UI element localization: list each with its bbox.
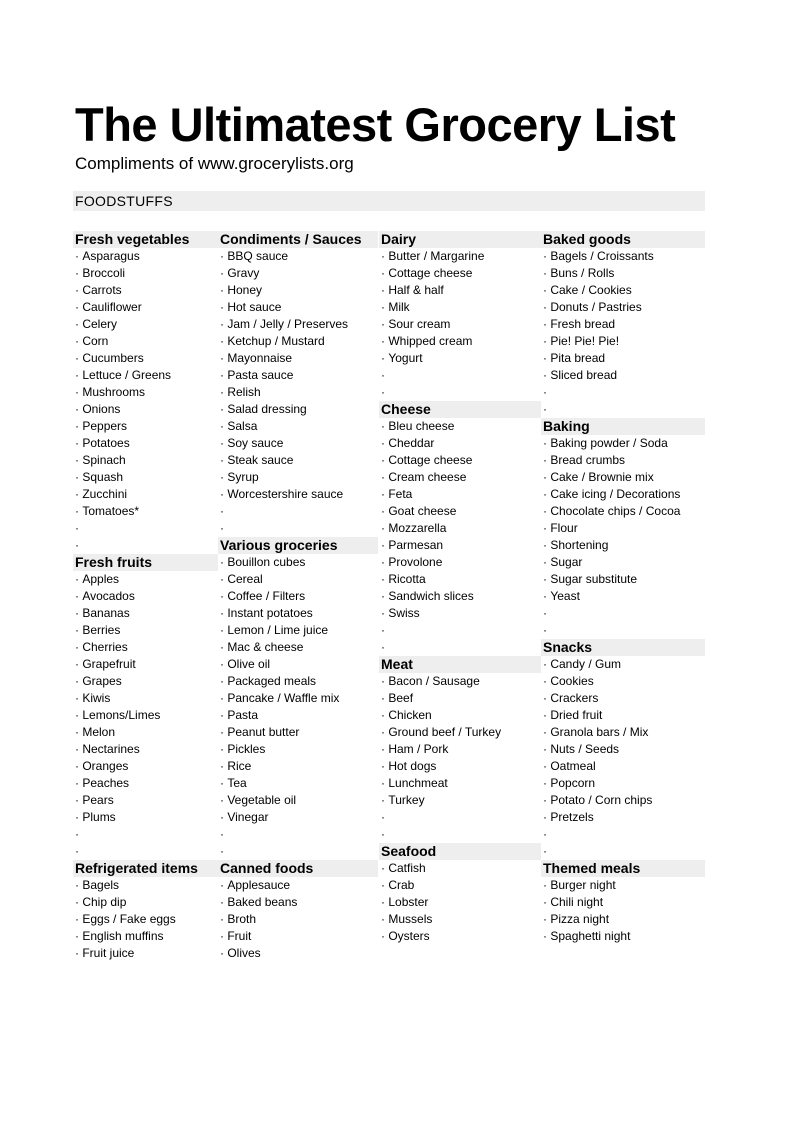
group-meat	[379, 656, 541, 843]
column-1	[73, 231, 218, 962]
list-item: · Goat cheese	[379, 503, 541, 520]
list-item: · English muffins	[73, 928, 218, 945]
list-item: · Bacon / Sausage	[379, 673, 541, 690]
list-item: · Melon	[73, 724, 218, 741]
list-item: · Crab	[379, 877, 541, 894]
group-title: Refrigerated items	[73, 860, 218, 877]
list-item	[379, 384, 541, 401]
list-item: · Ketchup / Mustard	[218, 333, 378, 350]
column-2	[218, 231, 378, 962]
list-item: · Vinegar	[218, 809, 378, 826]
list-item: · Chip dip	[73, 894, 218, 911]
list-item: · Whipped cream	[379, 333, 541, 350]
list-item: · Olive oil	[218, 656, 378, 673]
list-item: · Lemons/Limes	[73, 707, 218, 724]
list-item: · Pizza night	[541, 911, 705, 928]
group-title: Cheese	[379, 401, 541, 418]
list-item	[379, 622, 541, 639]
group-title: Meat	[379, 656, 541, 673]
list-item: · Jam / Jelly / Preserves	[218, 316, 378, 333]
list-item: · BBQ sauce	[218, 248, 378, 265]
list-item: · Grapes	[73, 673, 218, 690]
list-item: · Candy / Gum	[541, 656, 705, 673]
list-item: · Chili night	[541, 894, 705, 911]
list-item: · Pancake / Waffle mix	[218, 690, 378, 707]
list-item	[379, 826, 541, 843]
group-title: Condiments / Sauces	[218, 231, 378, 248]
section-header	[73, 191, 705, 211]
list-item: · Popcorn	[541, 775, 705, 792]
list-item: · Baking powder / Soda	[541, 435, 705, 452]
list-item: · Corn	[73, 333, 218, 350]
group-title: Canned foods	[218, 860, 378, 877]
list-item: · Vegetable oil	[218, 792, 378, 809]
list-item: · Relish	[218, 384, 378, 401]
group-title: Themed meals	[541, 860, 705, 877]
list-item: · Nuts / Seeds	[541, 741, 705, 758]
item-list	[218, 554, 378, 860]
group-fresh-vegetables	[73, 231, 218, 554]
list-item	[73, 520, 218, 537]
list-item: · Cucumbers	[73, 350, 218, 367]
item-list	[218, 877, 378, 962]
item-list	[379, 673, 541, 843]
list-item: · Apples	[73, 571, 218, 588]
list-item: · Broth	[218, 911, 378, 928]
list-item: · Worcestershire sauce	[218, 486, 378, 503]
item-list	[73, 877, 218, 962]
group-seafood	[379, 843, 541, 945]
list-item: · Mozzarella	[379, 520, 541, 537]
list-item: · Lettuce / Greens	[73, 367, 218, 384]
list-item: · Dried fruit	[541, 707, 705, 724]
list-item: · Pretzels	[541, 809, 705, 826]
list-item: · Mac & cheese	[218, 639, 378, 656]
list-item: · Mayonnaise	[218, 350, 378, 367]
list-item: · Milk	[379, 299, 541, 316]
list-item: · Donuts / Pastries	[541, 299, 705, 316]
item-list	[541, 435, 705, 639]
list-item: · Honey	[218, 282, 378, 299]
list-item: · Rice	[218, 758, 378, 775]
page-title: The Ultimatest Grocery List	[75, 98, 676, 151]
list-item: · Zucchini	[73, 486, 218, 503]
group-dairy	[379, 231, 541, 401]
list-item: · Mussels	[379, 911, 541, 928]
list-item: · Celery	[73, 316, 218, 333]
list-item: · Buns / Rolls	[541, 265, 705, 282]
list-item: · Tea	[218, 775, 378, 792]
list-item: · Avocados	[73, 588, 218, 605]
list-item: · Pears	[73, 792, 218, 809]
list-item: · Bleu cheese	[379, 418, 541, 435]
item-list	[541, 248, 705, 418]
group-baking	[541, 418, 705, 639]
list-item: · Granola bars / Mix	[541, 724, 705, 741]
list-item: · Cheddar	[379, 435, 541, 452]
list-item: · Yogurt	[379, 350, 541, 367]
list-item: · Fruit	[218, 928, 378, 945]
list-item: · Cottage cheese	[379, 265, 541, 282]
list-item: · Olives	[218, 945, 378, 962]
list-item	[541, 826, 705, 843]
group-snacks	[541, 639, 705, 860]
list-item: · Butter / Margarine	[379, 248, 541, 265]
list-item: · Bouillon cubes	[218, 554, 378, 571]
group-various-groceries	[218, 537, 378, 860]
list-item: · Shortening	[541, 537, 705, 554]
column-4	[541, 231, 705, 945]
list-item: · Cake / Brownie mix	[541, 469, 705, 486]
list-item: · Spinach	[73, 452, 218, 469]
list-item: · Chicken	[379, 707, 541, 724]
list-item: · Mushrooms	[73, 384, 218, 401]
list-item: · Grapefruit	[73, 656, 218, 673]
list-item: · Syrup	[218, 469, 378, 486]
list-item: · Plums	[73, 809, 218, 826]
list-item	[541, 843, 705, 860]
list-item: · Kiwis	[73, 690, 218, 707]
list-item: · Yeast	[541, 588, 705, 605]
group-title: Dairy	[379, 231, 541, 248]
list-item: · Pasta	[218, 707, 378, 724]
item-list	[541, 877, 705, 945]
list-item: · Turkey	[379, 792, 541, 809]
list-item: · Bananas	[73, 605, 218, 622]
list-item	[379, 639, 541, 656]
list-item: · Potatoes	[73, 435, 218, 452]
list-item: · Crackers	[541, 690, 705, 707]
list-item	[541, 384, 705, 401]
list-item: · Nectarines	[73, 741, 218, 758]
list-item: · Coffee / Filters	[218, 588, 378, 605]
item-list	[73, 248, 218, 554]
list-item: · Peanut butter	[218, 724, 378, 741]
list-item: · Sugar	[541, 554, 705, 571]
list-item: · Cookies	[541, 673, 705, 690]
list-item: · Peaches	[73, 775, 218, 792]
list-item: · Squash	[73, 469, 218, 486]
list-item: · Baked beans	[218, 894, 378, 911]
list-item: · Steak sauce	[218, 452, 378, 469]
group-baked-goods	[541, 231, 705, 418]
list-item: · Salad dressing	[218, 401, 378, 418]
list-item	[73, 843, 218, 860]
group-title: Baked goods	[541, 231, 705, 248]
list-item: · Carrots	[73, 282, 218, 299]
list-item: · Asparagus	[73, 248, 218, 265]
list-item: · Provolone	[379, 554, 541, 571]
list-item	[218, 503, 378, 520]
page-subtitle: Compliments of www.grocerylists.org	[75, 154, 354, 173]
list-item: · Oysters	[379, 928, 541, 945]
list-item: · Sliced bread	[541, 367, 705, 384]
list-item: · Ground beef / Turkey	[379, 724, 541, 741]
list-item	[73, 537, 218, 554]
list-item	[218, 843, 378, 860]
list-item: · Oatmeal	[541, 758, 705, 775]
list-item: · Pie! Pie! Pie!	[541, 333, 705, 350]
group-canned-foods	[218, 860, 378, 962]
item-list	[379, 248, 541, 401]
list-item: · Ham / Pork	[379, 741, 541, 758]
list-item: · Beef	[379, 690, 541, 707]
list-item: · Cherries	[73, 639, 218, 656]
list-item: · Pasta sauce	[218, 367, 378, 384]
list-item: · Cereal	[218, 571, 378, 588]
item-list	[541, 656, 705, 860]
group-condiments-sauces	[218, 231, 378, 537]
list-item	[541, 401, 705, 418]
list-item: · Potato / Corn chips	[541, 792, 705, 809]
list-item	[218, 826, 378, 843]
list-item: · Pickles	[218, 741, 378, 758]
list-item: · Lemon / Lime juice	[218, 622, 378, 639]
list-item: · Swiss	[379, 605, 541, 622]
list-item: · Salsa	[218, 418, 378, 435]
list-item: · Hot dogs	[379, 758, 541, 775]
group-title: Fresh vegetables	[73, 231, 218, 248]
item-list	[218, 248, 378, 537]
list-item: · Applesauce	[218, 877, 378, 894]
list-item: · Burger night	[541, 877, 705, 894]
list-item: · Berries	[73, 622, 218, 639]
group-refrigerated-items	[73, 860, 218, 962]
list-item: · Broccoli	[73, 265, 218, 282]
list-item: · Sugar substitute	[541, 571, 705, 588]
list-item: · Onions	[73, 401, 218, 418]
list-item	[73, 826, 218, 843]
list-item: · Pita bread	[541, 350, 705, 367]
list-item: · Half & half	[379, 282, 541, 299]
group-title: Fresh fruits	[73, 554, 218, 571]
group-title: Seafood	[379, 843, 541, 860]
list-item: · Fresh bread	[541, 316, 705, 333]
list-item	[218, 520, 378, 537]
list-item: · Cream cheese	[379, 469, 541, 486]
column-3	[379, 231, 541, 945]
group-cheese	[379, 401, 541, 656]
list-item	[541, 622, 705, 639]
list-item: · Flour	[541, 520, 705, 537]
list-item: · Bagels	[73, 877, 218, 894]
item-list	[73, 571, 218, 860]
list-item: · Instant potatoes	[218, 605, 378, 622]
list-item: · Fruit juice	[73, 945, 218, 962]
list-item: · Parmesan	[379, 537, 541, 554]
section-header-label: FOODSTUFFS	[75, 193, 173, 209]
list-item	[541, 605, 705, 622]
group-title: Baking	[541, 418, 705, 435]
list-item: · Eggs / Fake eggs	[73, 911, 218, 928]
list-item	[379, 367, 541, 384]
list-item: · Sandwich slices	[379, 588, 541, 605]
group-fresh-fruits	[73, 554, 218, 860]
list-item: · Tomatoes*	[73, 503, 218, 520]
list-item: · Catfish	[379, 860, 541, 877]
list-item: · Cottage cheese	[379, 452, 541, 469]
list-item: · Lobster	[379, 894, 541, 911]
list-item: · Bagels / Croissants	[541, 248, 705, 265]
list-item: · Lunchmeat	[379, 775, 541, 792]
list-item: · Feta	[379, 486, 541, 503]
list-item: · Cauliflower	[73, 299, 218, 316]
list-item: · Hot sauce	[218, 299, 378, 316]
list-item: · Sour cream	[379, 316, 541, 333]
list-item: · Ricotta	[379, 571, 541, 588]
list-item: · Soy sauce	[218, 435, 378, 452]
group-title: Snacks	[541, 639, 705, 656]
list-item: · Cake icing / Decorations	[541, 486, 705, 503]
list-item: · Gravy	[218, 265, 378, 282]
list-item: · Packaged meals	[218, 673, 378, 690]
list-item: · Peppers	[73, 418, 218, 435]
item-list	[379, 418, 541, 656]
group-title: Various groceries	[218, 537, 378, 554]
list-item: · Oranges	[73, 758, 218, 775]
list-item: · Cake / Cookies	[541, 282, 705, 299]
list-item: · Spaghetti night	[541, 928, 705, 945]
group-themed-meals	[541, 860, 705, 945]
list-item	[379, 809, 541, 826]
list-item: · Bread crumbs	[541, 452, 705, 469]
item-list	[379, 860, 541, 945]
list-item: · Chocolate chips / Cocoa	[541, 503, 705, 520]
